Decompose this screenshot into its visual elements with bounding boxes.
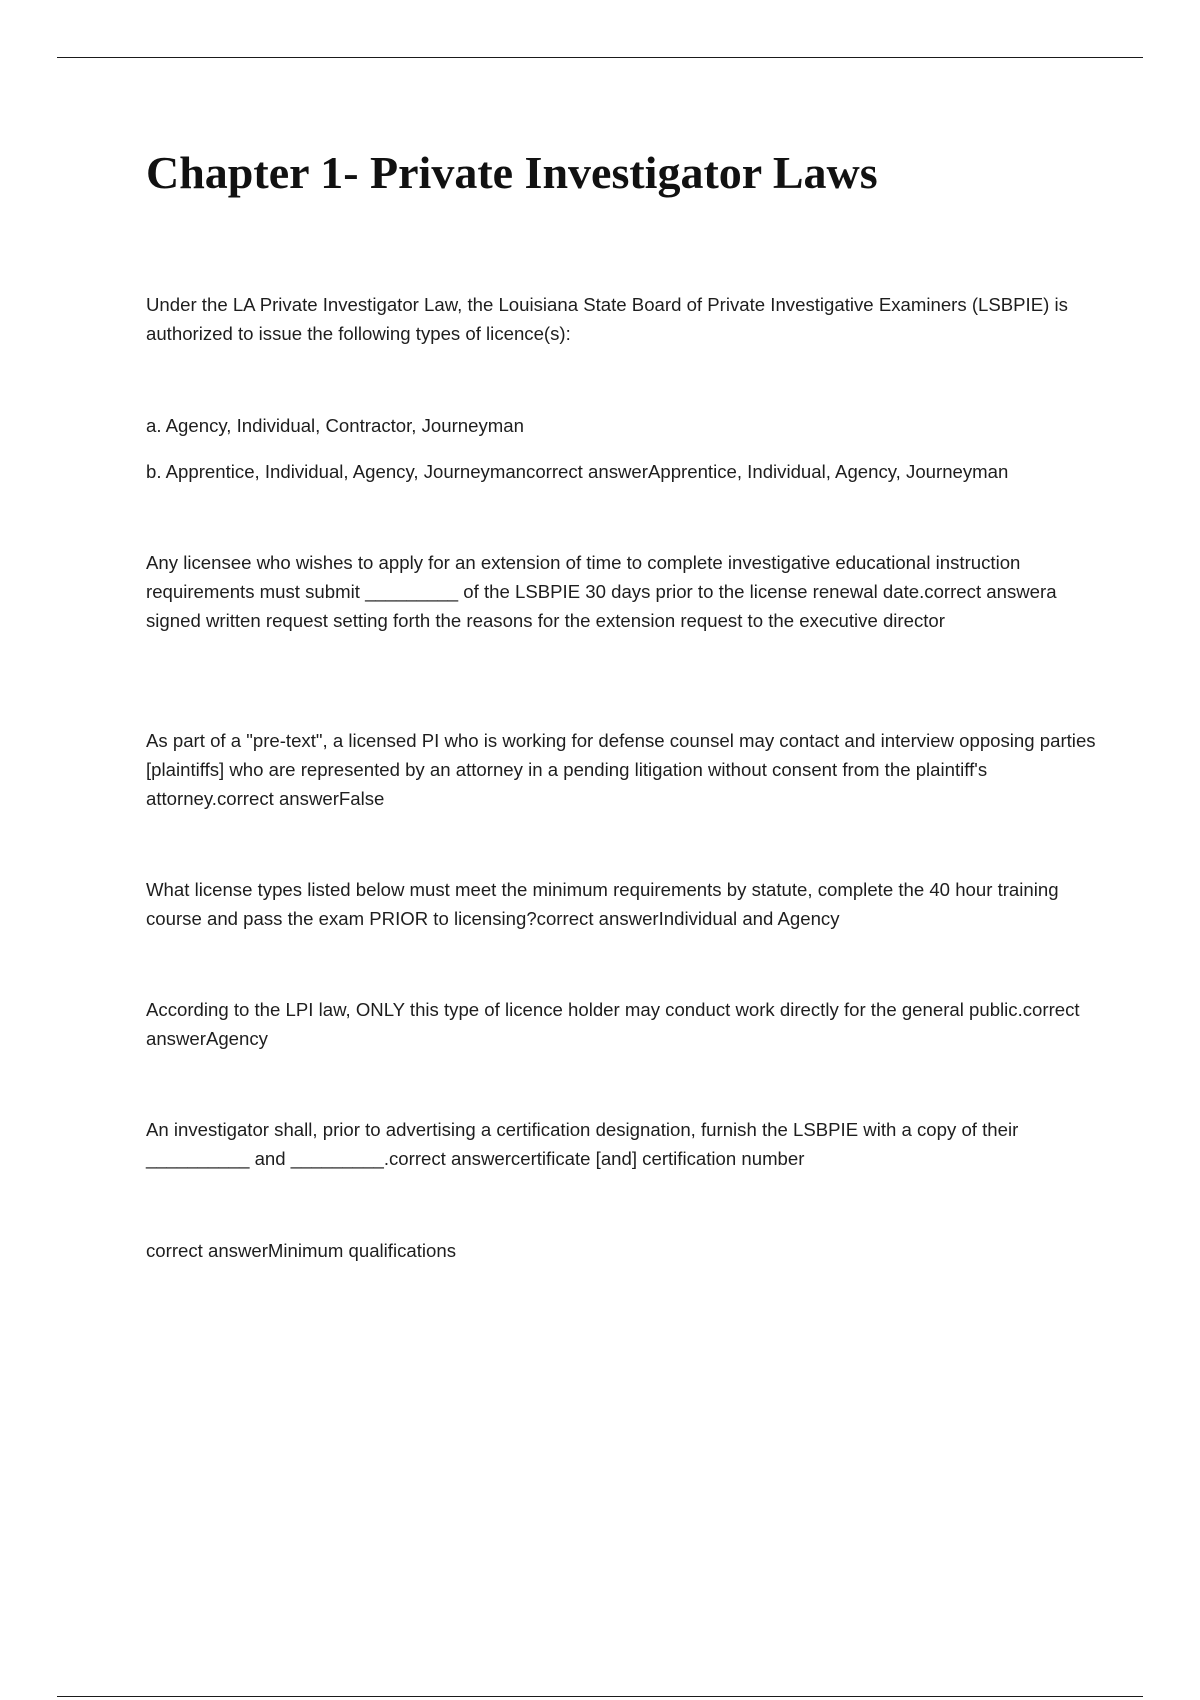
- question-1-option-b: b. Apprentice, Individual, Agency, Journeymancorrect answerApprentice, Individual, Agency, Journeyman: [146, 461, 1009, 482]
- question-4-text: What license types listed below must meet the minimum requirements by statute, complete the 40 hour training course and pass the exam PRIOR to licensing?correct answerIndividual and Agency: [146, 879, 1059, 929]
- question-5-text: According to the LPI law, ONLY this type of licence holder may conduct work directly for the general public.correct answerAgency: [146, 999, 1080, 1049]
- question-1-text: Under the LA Private Investigator Law, the Louisiana State Board of Private Investigative Examiners (LSBPIE) is authorized to issue the following types of licence(s):: [146, 294, 1068, 344]
- question-6-text: An investigator shall, prior to advertising a certification designation, furnish the LSBPIE with a copy of their __________ and _________.correct answercertificate [and] certification number: [146, 1119, 1019, 1169]
- question-1-option-a: a. Agency, Individual, Contractor, Journeyman: [146, 415, 524, 436]
- page-title: Chapter 1- Private Investigator Laws: [146, 147, 878, 198]
- bottom-rule: [57, 1696, 1143, 1697]
- question-2-text: Any licensee who wishes to apply for an extension of time to complete investigative educational instruction requirements must submit _________ of the LSBPIE 30 days prior to the license renewal date.correct answera signed written request setting forth the reasons for the extension request to the executive director: [146, 552, 1057, 631]
- question-7-text: correct answerMinimum qualifications: [146, 1240, 457, 1261]
- question-3-text: As part of a "pre-text", a licensed PI who is working for defense counsel may contact and interview opposing parties [plaintiffs] who are represented by an attorney in a pending litigation without consent from the plaintiff's attorney.correct answerFalse: [146, 730, 1096, 809]
- top-rule: [57, 57, 1143, 58]
